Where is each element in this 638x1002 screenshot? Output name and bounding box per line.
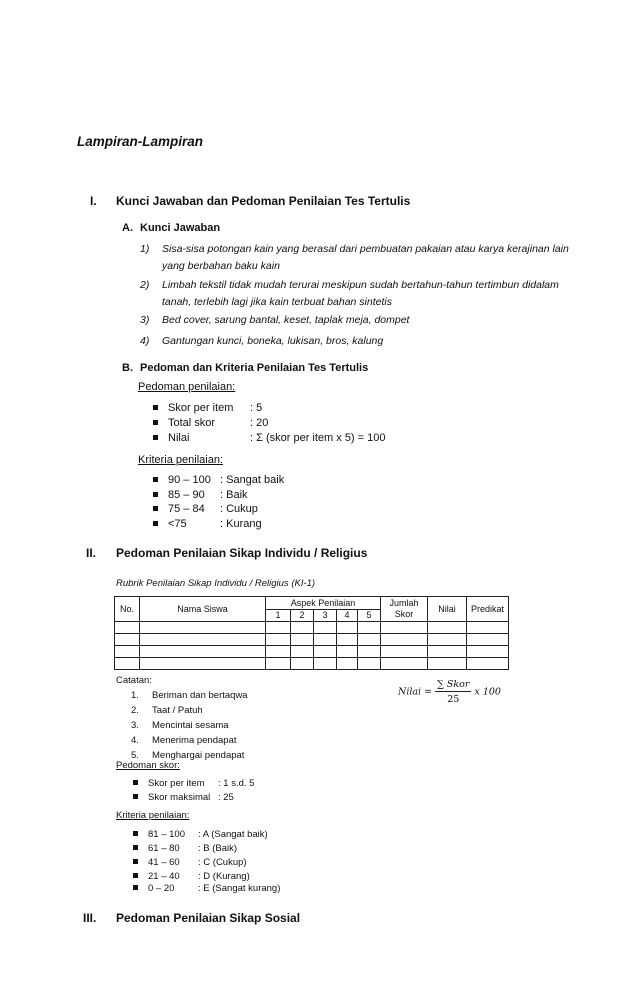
answer-number: 4)	[140, 335, 150, 347]
section-1-title: Kunci Jawaban dan Pedoman Penilaian Tes Tertulis	[116, 194, 411, 208]
bullet-icon	[133, 831, 138, 836]
catatan-text: Taat / Patuh	[152, 705, 203, 716]
answer-number: 3)	[140, 314, 150, 326]
header-aspek: Aspek Penilaian	[266, 597, 381, 610]
bullet-icon	[133, 794, 138, 799]
catatan-number: 5.	[131, 750, 139, 761]
pedoman-skor-label: Pedoman skor:	[116, 760, 180, 771]
kriteria-item: 0 – 20	[133, 883, 174, 894]
catatan-number: 3.	[131, 720, 139, 731]
pedoman-item: Nilai	[153, 432, 189, 444]
kriteria-value: : C (Cukup)	[198, 857, 247, 868]
kriteria-value: : E (Sangat kurang)	[198, 883, 281, 894]
pedoman-skor-value: : 1 s.d. 5	[218, 778, 255, 789]
section-2-number: II.	[86, 546, 97, 560]
pedoman-value: : 20	[250, 417, 269, 429]
bullet-icon	[133, 859, 138, 864]
table-row	[115, 634, 509, 646]
pedoman-value: : 5	[250, 402, 263, 414]
pedoman-value: : Σ (skor per item x 5) = 100	[250, 432, 386, 444]
bullet-icon	[153, 477, 158, 482]
catatan-number: 2.	[131, 705, 139, 716]
pedoman-item: Total skor	[153, 417, 215, 429]
kriteria-penilaian-label: Kriteria penilaian:	[116, 810, 190, 821]
kriteria-item: 81 – 100	[133, 829, 185, 840]
kriteria-value: : Baik	[220, 489, 248, 501]
aspek-number: 3	[314, 609, 337, 622]
section-3-title: Pedoman Penilaian Sikap Sosial	[116, 911, 301, 925]
header-nilai: Nilai	[428, 597, 467, 622]
section-1-number: I.	[90, 194, 97, 208]
bullet-icon	[133, 845, 138, 850]
kriteria-item: 75 – 84	[153, 503, 205, 515]
kriteria-value: : A (Sangat baik)	[198, 829, 268, 840]
kriteria-value: : Kurang	[220, 518, 262, 530]
kriteria-item: 90 – 100	[153, 474, 211, 486]
kriteria-item: <75	[153, 518, 187, 530]
bullet-icon	[153, 435, 158, 440]
kriteria-item: 61 – 80	[133, 843, 180, 854]
bullet-icon	[153, 492, 158, 497]
kriteria-value: : Sangat baik	[220, 474, 285, 486]
catatan-label: Catatan:	[116, 675, 152, 686]
pedoman-skor-item: Skor maksimal	[133, 792, 210, 803]
header-jumlah-skor: Jumlah Skor	[381, 597, 428, 622]
aspek-number: 5	[358, 609, 381, 622]
kriteria-item: 85 – 90	[153, 489, 205, 501]
page-title: Lampiran-Lampiran	[77, 134, 204, 149]
subsection-a-label: A.	[122, 222, 133, 234]
answer-text: Bed cover, sarung bantal, keset, taplak meja, dompet	[162, 314, 410, 326]
nilai-formula: Nilai = $\frac{\text{∑ Skor}}{25}$ x 100	[398, 679, 501, 705]
bullet-icon	[153, 420, 158, 425]
pedoman-item: Skor per item	[153, 402, 233, 414]
bullet-icon	[153, 405, 158, 410]
rubrik-caption: Rubrik Penilaian Sikap Individu / Religius (KI-1)	[116, 578, 316, 589]
aspek-number: 1	[266, 609, 291, 622]
header-no: No.	[115, 597, 140, 622]
bullet-icon	[133, 885, 138, 890]
kriteria-value: : D (Kurang)	[198, 871, 250, 882]
subsection-b-label: B.	[122, 362, 133, 374]
aspek-number: 4	[337, 609, 358, 622]
answer-text: Gantungan kunci, boneka, lukisan, bros, kalung	[162, 335, 384, 347]
kriteria-value: : Cukup	[220, 503, 258, 515]
catatan-number: 4.	[131, 735, 139, 746]
bullet-icon	[133, 780, 138, 785]
answer-text: Limbah tekstil tidak mudah terurai meskipun sudah bertahun-tahun tertimbun didalam tanah, terlebih lagi jika kain terbuat bahan sintetis	[162, 279, 559, 308]
subsection-b-title: Pedoman dan Kriteria Penilaian Tes Tertulis	[140, 362, 369, 374]
catatan-text: Mencintai sesama	[152, 720, 229, 731]
answer-text: Sisa-sisa potongan kain yang berasal dari pembuatan pakaian atau karya kerajinan lain yang berbahan baku kain	[162, 243, 569, 272]
catatan-text: Menghargai pendapat	[152, 750, 245, 761]
catatan-text: Menerima pendapat	[152, 735, 237, 746]
catatan-number: 1.	[131, 690, 139, 701]
formula-fraction: $\frac{\text{∑ Skor}}{25}$	[437, 679, 470, 705]
catatan-text: Beriman dan bertaqwa	[152, 690, 248, 701]
header-nama-siswa: Nama Siswa	[140, 597, 266, 622]
subsection-a-title: Kunci Jawaban	[140, 222, 221, 234]
kriteria-item: 41 – 60	[133, 857, 180, 868]
aspek-number: 2	[291, 609, 314, 622]
table-row	[115, 622, 509, 634]
section-3-number: III.	[83, 911, 97, 925]
bullet-icon	[153, 506, 158, 511]
pedoman-skor-value: : 25	[218, 792, 234, 803]
table-row	[115, 658, 509, 670]
kriteria-label: Kriteria penilaian:	[138, 454, 223, 466]
kriteria-value: : B (Baik)	[198, 843, 238, 854]
table-header-row	[115, 597, 509, 610]
section-2-title: Pedoman Penilaian Sikap Individu / Religius	[116, 546, 368, 560]
bullet-icon	[153, 521, 158, 526]
table-row	[115, 646, 509, 658]
kriteria-item: 21 – 40	[133, 871, 180, 882]
answer-number: 2)	[140, 279, 150, 291]
header-predikat: Predikat	[467, 597, 509, 622]
pedoman-label: Pedoman penilaian:	[138, 381, 236, 393]
answer-number: 1)	[140, 243, 150, 255]
pedoman-skor-item: Skor per item	[133, 778, 205, 789]
rubrik-table	[114, 596, 509, 670]
bullet-icon	[133, 873, 138, 878]
